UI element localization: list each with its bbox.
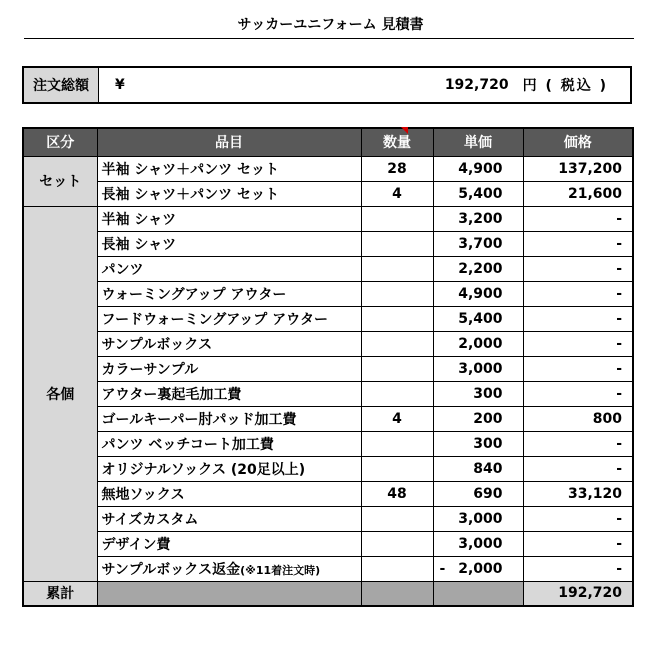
table-body [23, 156, 633, 606]
quantity-cell [361, 331, 433, 356]
refund-item-label: サンプルボックス返金 [101, 561, 241, 578]
refund-item-note: (※11着注文時) [240, 563, 321, 577]
quantity-cell [361, 306, 433, 331]
cumulative-total-row [23, 581, 633, 606]
quantity-cell [361, 506, 433, 531]
price-cell: - [523, 331, 633, 356]
unit-price-cell: 690 [433, 481, 523, 506]
table-row [23, 431, 633, 456]
item-cell: 長袖 シャツ [97, 231, 361, 256]
price-cell: 33,120 [523, 481, 633, 506]
header-unit-price: 単価 [433, 128, 523, 156]
price-cell: - [523, 356, 633, 381]
item-cell: 半袖 シャツ＋パンツ セット [97, 156, 361, 181]
minus-sign: - [439, 560, 446, 577]
order-total-value: 192,720 [444, 77, 509, 93]
unit-price-cell: 3,200 [433, 206, 523, 231]
price-cell: 137,200 [523, 156, 633, 181]
unit-price-cell: 5,400 [433, 306, 523, 331]
table-row [23, 231, 633, 256]
cumulative-total-label: 累計 [23, 581, 97, 606]
unit-price-cell: 5,400 [433, 181, 523, 206]
price-cell: - [523, 256, 633, 281]
comment-indicator-icon [401, 127, 408, 134]
item-cell [97, 556, 361, 581]
table-row [23, 456, 633, 481]
table-row [23, 406, 633, 431]
quote-table [22, 127, 634, 607]
item-cell: ゴールキーパー肘パッド加工費 [97, 406, 361, 431]
unit-price-cell: 3,000 [433, 531, 523, 556]
table-row [23, 206, 633, 231]
unit-price-cell: 4,900 [433, 281, 523, 306]
price-cell: 800 [523, 406, 633, 431]
table-row [23, 381, 633, 406]
item-cell: フードウォーミングアップ アウター [97, 306, 361, 331]
table-row [23, 156, 633, 181]
price-cell: - [523, 431, 633, 456]
quantity-cell [361, 456, 433, 481]
currency-symbol: ¥ [115, 77, 125, 93]
quantity-cell [361, 381, 433, 406]
order-total-suffix: 円 ( 税込 ) [522, 78, 608, 94]
quantity-cell: 4 [361, 406, 433, 431]
quantity-cell: 28 [361, 156, 433, 181]
quantity-cell [361, 281, 433, 306]
unit-price-cell: 3,000 [433, 356, 523, 381]
price-cell: - [523, 556, 633, 581]
item-cell: ウォーミングアップ アウター [97, 281, 361, 306]
unit-price-cell [433, 556, 523, 581]
price-cell: - [523, 281, 633, 306]
category-cell: 各個 [23, 206, 97, 581]
item-cell: 長袖 シャツ＋パンツ セット [97, 181, 361, 206]
table-row [23, 506, 633, 531]
unit-price-cell: 200 [433, 406, 523, 431]
unit-price-cell: 300 [433, 431, 523, 456]
empty-cell [433, 581, 523, 606]
empty-cell [97, 581, 361, 606]
order-total-box [22, 66, 632, 104]
title-divider [24, 38, 634, 39]
order-total-value-group [155, 68, 630, 102]
item-cell: カラーサンプル [97, 356, 361, 381]
quantity-cell [361, 206, 433, 231]
unit-price-cell: 300 [433, 381, 523, 406]
item-cell: パンツ [97, 256, 361, 281]
quantity-cell [361, 356, 433, 381]
header-category: 区分 [23, 128, 97, 156]
price-cell: - [523, 456, 633, 481]
unit-price-cell: 3,000 [433, 506, 523, 531]
item-cell: デザイン費 [97, 531, 361, 556]
order-total-label: 注文総額 [24, 68, 99, 102]
header-price: 価格 [523, 128, 633, 156]
cumulative-total-value: 192,720 [523, 581, 633, 606]
price-cell: - [523, 231, 633, 256]
empty-cell [361, 581, 433, 606]
item-cell: サンプルボックス [97, 331, 361, 356]
unit-price-cell: 2,000 [433, 331, 523, 356]
quantity-cell [361, 431, 433, 456]
table-row [23, 181, 633, 206]
item-cell: サイズカスタム [97, 506, 361, 531]
table-row [23, 281, 633, 306]
unit-price-cell: 3,700 [433, 231, 523, 256]
price-cell: - [523, 506, 633, 531]
table-row [23, 481, 633, 506]
item-cell: パンツ ベッチコート加工費 [97, 431, 361, 456]
quantity-cell [361, 256, 433, 281]
price-cell: 21,600 [523, 181, 633, 206]
unit-price-cell: 2,200 [433, 256, 523, 281]
category-cell: セット [23, 156, 97, 206]
table-row [23, 531, 633, 556]
item-cell: オリジナルソックス (20足以上) [97, 456, 361, 481]
negative-amount [434, 561, 503, 577]
item-cell: アウター裏起毛加工費 [97, 381, 361, 406]
refund-amount: 2,000 [458, 560, 503, 577]
table-row [23, 306, 633, 331]
price-cell: - [523, 206, 633, 231]
table-row [23, 256, 633, 281]
quantity-cell [361, 531, 433, 556]
header-quantity: 数量 [361, 128, 433, 156]
page-title: サッカーユニフォーム 見積書 [237, 17, 424, 33]
unit-price-cell: 840 [433, 456, 523, 481]
item-cell: 半袖 シャツ [97, 206, 361, 231]
refund-row [23, 556, 633, 581]
quantity-cell: 4 [361, 181, 433, 206]
price-cell: - [523, 531, 633, 556]
table-row [23, 331, 633, 356]
quantity-cell [361, 231, 433, 256]
table-header-row [23, 128, 633, 156]
price-cell: - [523, 381, 633, 406]
quantity-cell [361, 556, 433, 581]
unit-price-cell: 4,900 [433, 156, 523, 181]
table-row [23, 356, 633, 381]
price-cell: - [523, 306, 633, 331]
header-item: 品目 [97, 128, 361, 156]
item-cell: 無地ソックス [97, 481, 361, 506]
quantity-cell: 48 [361, 481, 433, 506]
